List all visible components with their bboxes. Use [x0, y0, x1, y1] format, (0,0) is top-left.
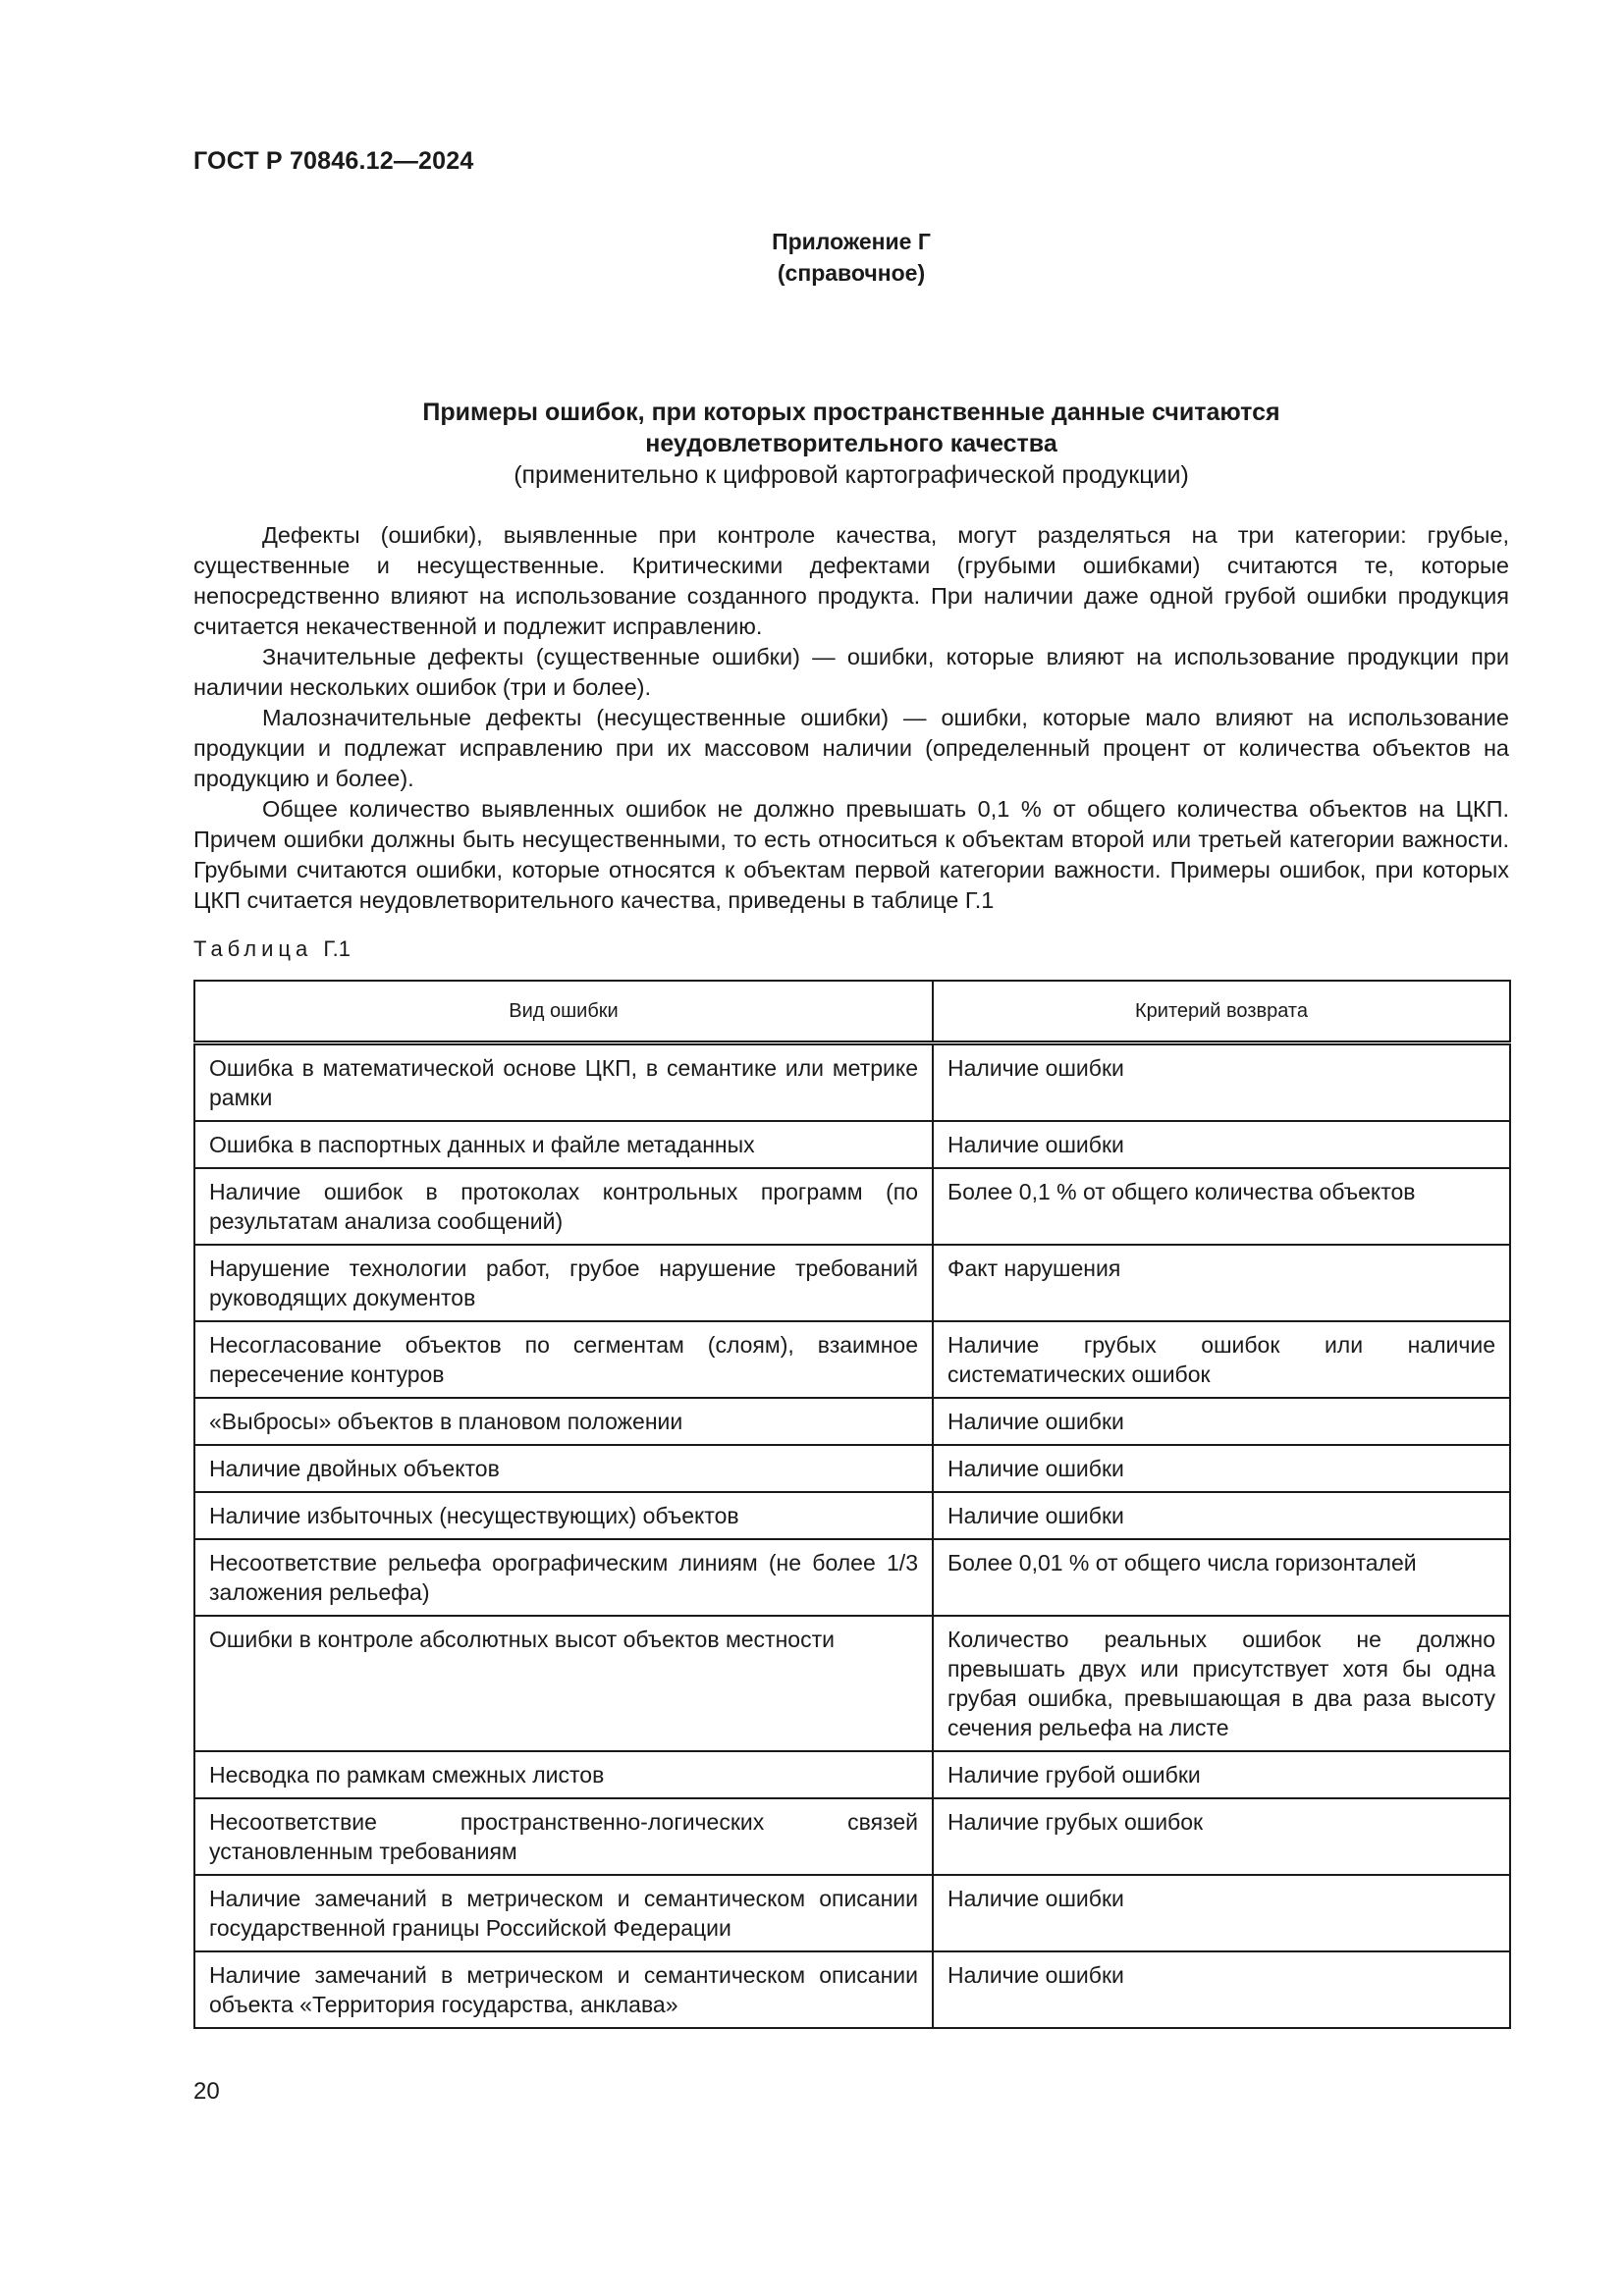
table-row: [194, 1539, 1510, 1616]
table-row: [194, 1751, 1510, 1798]
error-type-cell: Несводка по рамкам смежных листов: [194, 1751, 933, 1798]
annex-title: Приложение Г: [772, 229, 931, 254]
criterion-cell: Количество реальных ошибок не должно превышать двух или присутствует хотя бы одна грубая ошибка, превышающая в два раза высоту сечения рельефа на листе: [933, 1616, 1510, 1751]
table-row: [194, 1245, 1510, 1321]
error-type-cell: Нарушение технологии работ, грубое нарушение требований руководящих документов: [194, 1245, 933, 1321]
criterion-cell: Наличие грубых ошибок или наличие систематических ошибок: [933, 1321, 1510, 1398]
criterion-cell: Наличие ошибки: [933, 1951, 1510, 2028]
errors-table: [193, 980, 1511, 2029]
table-row: [194, 1492, 1510, 1539]
table-row: [194, 1321, 1510, 1398]
error-type-cell: Наличие замечаний в метрическом и семантическом описании объекта «Территория государства, анклава»: [194, 1951, 933, 2028]
document-code: ГОСТ Р 70846.12—2024: [193, 147, 474, 175]
criterion-cell: Наличие ошибки: [933, 1445, 1510, 1492]
table-row: [194, 1798, 1510, 1875]
error-type-cell: Ошибки в контроле абсолютных высот объектов местности: [194, 1616, 933, 1751]
criterion-cell: Более 0,1 % от общего количества объектов: [933, 1168, 1510, 1245]
criterion-cell: Факт нарушения: [933, 1245, 1510, 1321]
table-row: [194, 1168, 1510, 1245]
error-type-cell: Ошибка в математической основе ЦКП, в семантике или метрике рамки: [194, 1043, 933, 1122]
table-row: [194, 1875, 1510, 1951]
annex-subtitle: (справочное): [777, 260, 926, 286]
error-type-cell: Наличие двойных объектов: [194, 1445, 933, 1492]
error-type-cell: Несоответствие пространственно-логических связей установленным требованиям: [194, 1798, 933, 1875]
paragraph: Малозначительные дефекты (несущественные ошибки) — ошибки, которые мало влияют на использование продукции и подлежат исправлению при их массовом наличии (определенный процент от количества объектов на продукцию и более).: [193, 705, 1509, 791]
criterion-cell: Наличие ошибки: [933, 1121, 1510, 1168]
annex-heading: [193, 226, 1509, 289]
table-row: [194, 1398, 1510, 1445]
error-type-cell: «Выбросы» объектов в плановом положении: [194, 1398, 933, 1445]
table-row: [194, 1043, 1510, 1122]
error-type-cell: Ошибка в паспортных данных и файле метаданных: [194, 1121, 933, 1168]
criterion-cell: Наличие ошибки: [933, 1492, 1510, 1539]
criterion-cell: Более 0,01 % от общего числа горизонталей: [933, 1539, 1510, 1616]
criterion-cell: Наличие ошибки: [933, 1875, 1510, 1951]
criterion-cell: Наличие ошибки: [933, 1043, 1510, 1122]
table-caption: [193, 936, 351, 962]
annex-main-title: [193, 397, 1509, 491]
criterion-cell: Наличие ошибки: [933, 1398, 1510, 1445]
paragraph: Общее количество выявленных ошибок не должно превышать 0,1 % от общего количества объектов на ЦКП. Причем ошибки должны быть несущественными, то есть относиться к объектам второй или третьей категории важности. Грубыми считаются ошибки, которые относятся к объектам первой категории важности. Примеры ошибок, при которых ЦКП считается неудовлетворительного качества, приведены в таблице Г.1: [193, 796, 1509, 913]
table-caption-label: Таблица: [193, 936, 313, 961]
column-header-return-criterion: Критерий возврата: [933, 981, 1510, 1043]
table-row: [194, 1445, 1510, 1492]
paragraph: Дефекты (ошибки), выявленные при контроле качества, могут разделяться на три категории: грубые, существенные и несущественные. Критическими дефектами (грубыми ошибками) считаются те, которые непосредственно влияют на использование созданного продукта. При наличии даже одной грубой ошибки продукция считается некачественной и подлежит исправлению.: [193, 522, 1509, 639]
error-type-cell: Наличие избыточных (несуществующих) объектов: [194, 1492, 933, 1539]
error-type-cell: Несогласование объектов по сегментам (слоям), взаимное пересечение контуров: [194, 1321, 933, 1398]
title-line-1: Примеры ошибок, при которых пространственные данные считаются: [422, 399, 1280, 426]
criterion-cell: Наличие грубой ошибки: [933, 1751, 1510, 1798]
title-line-3: (применительно к цифровой картографической продукции): [514, 461, 1189, 489]
table-row: [194, 1951, 1510, 2028]
body-text: [193, 520, 1509, 916]
table-caption-number: Г.1: [323, 936, 351, 961]
column-header-error-type: Вид ошибки: [194, 981, 933, 1043]
table-row: [194, 1616, 1510, 1751]
error-type-cell: Наличие замечаний в метрическом и семантическом описании государственной границы Российской Федерации: [194, 1875, 933, 1951]
page-number: 20: [193, 2078, 220, 2105]
error-type-cell: Несоответствие рельефа орографическим линиям (не более 1/3 заложения рельефа): [194, 1539, 933, 1616]
title-line-2: неудовлетворительного качества: [645, 430, 1057, 457]
criterion-cell: Наличие грубых ошибок: [933, 1798, 1510, 1875]
paragraph: Значительные дефекты (существенные ошибки) — ошибки, которые влияют на использование продукции при наличии нескольких ошибок (три и более).: [193, 644, 1509, 700]
error-type-cell: Наличие ошибок в протоколах контрольных программ (по результатам анализа сообщений): [194, 1168, 933, 1245]
table-row: [194, 1121, 1510, 1168]
table-header-row: [194, 981, 1510, 1043]
